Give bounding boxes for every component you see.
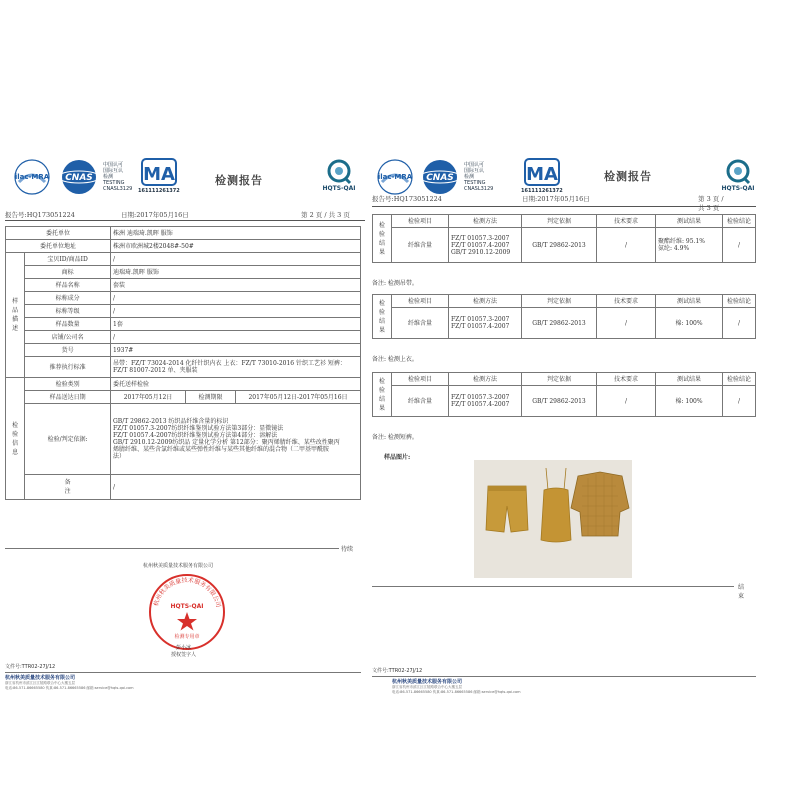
svg-text:检测专用章: 检测专用章	[174, 634, 200, 640]
test-category-label: 检验类别	[25, 378, 111, 391]
address-value: 株洲市欧洲城2楼2048#-50#	[111, 240, 361, 253]
test-methods: FZ/T 01057.3-2007 FZ/T 01057.4-2007	[449, 308, 522, 339]
judgment-basis: GB/T 29862-2013	[522, 386, 597, 417]
test-item: 纤维含量	[392, 228, 449, 263]
footer	[372, 668, 756, 695]
test-item: 纤维含量	[392, 386, 449, 417]
header-item: 检验项目	[392, 215, 449, 228]
header-item: 检验项目	[392, 373, 449, 386]
header-item: 检验项目	[392, 295, 449, 308]
document-number: 文件号:TTR02-27J/12	[372, 668, 423, 674]
result-label: 检 验 结 果	[373, 295, 392, 339]
footer	[5, 664, 361, 691]
sample-date-label: 样品送达日期	[25, 391, 111, 404]
address-label: 委托单位地址	[6, 240, 111, 253]
svg-text:ilac-MRA: ilac-MRA	[377, 173, 413, 181]
test-result: 棉: 100%	[656, 386, 723, 417]
tech-requirement: /	[597, 228, 656, 263]
header-requirement: 技术要求	[597, 215, 656, 228]
sample-row-label: 商标	[25, 266, 111, 279]
sample-photo	[474, 460, 632, 578]
header-conclusion: 检验结论	[723, 295, 756, 308]
header-conclusion: 检验结论	[723, 373, 756, 386]
cnas-caption: 中国认可 国际互认 检测 TESTING CNASL3129	[464, 162, 494, 192]
header-rule	[372, 206, 756, 207]
sample-row-value: 套装	[111, 279, 361, 292]
footer-company: 杭州秋美质量技术服务有限公司	[392, 679, 463, 685]
basis-label: 检验/判定依据:	[25, 404, 111, 475]
sample-row-label: 样品数量	[25, 318, 111, 331]
stamp-company-name: 杭州秋美质量技术服务有限公司	[143, 563, 214, 569]
result-table-2	[372, 294, 756, 339]
end-rule	[372, 586, 734, 587]
test-period-label: 检测期限	[186, 391, 236, 404]
signer-title: 授权签字人	[171, 652, 197, 658]
header-result: 测试结果	[656, 373, 723, 386]
sample-row-label: 标称成分	[25, 292, 111, 305]
exec-std-value: 吊带：FZ/T 73024-2014 化纤针织内衣 上衣：FZ/T 73010-2016 针织工艺衫 短裤：FZ/T 81007-2012 单、夹服装	[111, 357, 361, 378]
header-method: 检测方法	[449, 215, 522, 228]
report-date: 日期:2017年05月16日	[121, 211, 189, 219]
signer-name: 彭小冰	[176, 645, 192, 651]
sample-row-value: /	[111, 305, 361, 318]
sample-row-value: 1套	[111, 318, 361, 331]
test-conclusion: /	[723, 386, 756, 417]
judgment-basis: GB/T 29862-2013	[522, 228, 597, 263]
sample-row-value: /	[111, 292, 361, 305]
result-note-1: 备注: 检测吊带。	[372, 280, 418, 287]
result-table-1	[372, 214, 756, 263]
svg-text:CNAS: CNAS	[65, 173, 93, 183]
report-number: 报告号:HQ173051224	[372, 195, 442, 203]
header-basis: 判定依据	[522, 373, 597, 386]
end-rule	[5, 548, 339, 549]
sample-row-label: 宝贝ID/商品ID	[25, 253, 111, 266]
cma-logo: MA 161111261372	[141, 158, 177, 196]
header-conclusion: 检验结论	[723, 215, 756, 228]
document-number: 文件号:TTR02-27J/12	[5, 664, 56, 670]
end-mark: 结束	[738, 584, 745, 600]
footer-address: 浙江省杭州市滨江区江陵路联合中心大楼五层	[392, 685, 462, 689]
header-requirement: 技术要求	[597, 373, 656, 386]
cma-logo: MA 161111261372	[524, 158, 560, 196]
result-note-2: 备注: 检测上衣。	[372, 356, 418, 363]
svg-text:HQTS-QAI: HQTS-QAI	[170, 603, 204, 610]
footer-address: 浙江省杭州市滨江区江陵路联合中心大楼五层	[5, 681, 75, 685]
header-rule	[5, 220, 365, 221]
hqts-logo	[718, 158, 758, 196]
tech-requirement: /	[597, 386, 656, 417]
svg-text:CNAS: CNAS	[426, 173, 454, 183]
header-result: 测试结果	[656, 295, 723, 308]
report-date: 日期:2017年05月16日	[522, 195, 590, 203]
svg-text:HQTS-QAI: HQTS-QAI	[322, 185, 356, 192]
remark-value: /	[111, 475, 361, 500]
result-note-3: 备注: 检测短裤。	[372, 434, 418, 441]
header-basis: 判定依据	[522, 215, 597, 228]
sample-info-table	[5, 226, 361, 500]
continued-mark: 待续	[341, 546, 354, 553]
sample-row-value: /	[111, 253, 361, 266]
test-item: 纤维含量	[392, 308, 449, 339]
remark-label: 备 注	[25, 475, 111, 500]
test-category-value: 委托送样检验	[111, 378, 361, 391]
sample-photo-label: 样品图片:	[384, 454, 411, 461]
page-number: 第 2 页 / 共 3 页	[301, 211, 350, 219]
basis-text: GB/T 29862-2013 纺织品纤维含量的标识 FZ/T 01057.3-2007纺织纤维鉴别试验方法第3部分：显微镜法 FZ/T 01057.4-2007纺织纤维鉴别试验方法第4部分：溶解法 GB/T 2910.12-2009纺织品 定量化学分析 第12部分：聚丙烯腈纤维、某些改性聚丙 烯腈纤维、某些含氯纤维或某些弹性纤维与某些其他纤维的混合物（二甲基甲酰胺 法）	[111, 404, 361, 475]
result-label: 检 验 结 果	[373, 215, 392, 263]
sample-row-label: 标称等级	[25, 305, 111, 318]
footer-company: 杭州秋美质量技术服务有限公司	[5, 675, 76, 681]
footer-contact: 电话:86-571-86665580 传真:86-571-86665586 邮箱:service@hqts-qai.com	[392, 690, 521, 694]
test-info-label: 检 验 信 息	[6, 378, 25, 500]
judgment-basis: GB/T 29862-2013	[522, 308, 597, 339]
cnas-caption: 中国认可 国际互认 检测 TESTING CNASL3129	[103, 162, 133, 192]
cnas-logo	[418, 158, 462, 196]
svg-text:杭州秋美质量技术服务有限公司: 杭州秋美质量技术服务有限公司	[152, 576, 222, 609]
header-requirement: 技术要求	[597, 295, 656, 308]
report-page-2	[5, 150, 365, 710]
test-result: 聚酯纤维: 95.1% 氨纶: 4.9%	[656, 228, 723, 263]
sample-row-value: /	[111, 331, 361, 344]
svg-text:ilac-MRA: ilac-MRA	[14, 173, 50, 181]
report-title: 检测报告	[604, 170, 652, 183]
result-table-3	[372, 372, 756, 417]
test-methods: FZ/T 01057.3-2007 FZ/T 01057.4-2007 GB/T 2910.12-2009	[449, 228, 522, 263]
ilac-mra-logo	[13, 158, 51, 196]
sample-row-label: 样品名称	[25, 279, 111, 292]
test-methods: FZ/T 01057.3-2007 FZ/T 01057.4-2007	[449, 386, 522, 417]
header-basis: 判定依据	[522, 295, 597, 308]
report-title: 检测报告	[215, 174, 263, 187]
client-label: 委托单位	[6, 227, 111, 240]
test-period-value: 2017年05月12日-2017年05月16日	[236, 391, 361, 404]
header-method: 检测方法	[449, 295, 522, 308]
sample-date-value: 2017年05月12日	[111, 391, 186, 404]
cnas-logo	[57, 158, 101, 196]
result-label: 检 验 结 果	[373, 373, 392, 417]
svg-text:MA: MA	[143, 164, 175, 185]
sample-row-value: 迪瑞琦.凯晖 服饰	[111, 266, 361, 279]
report-number: 报告号:HQ173051224	[5, 211, 75, 219]
page-number: 第 3 页 / 共 3 页	[698, 195, 724, 212]
test-result: 棉: 100%	[656, 308, 723, 339]
report-page-3	[372, 150, 755, 710]
tech-requirement: /	[597, 308, 656, 339]
sample-row-value: 1937#	[111, 344, 361, 357]
logo-bar	[9, 158, 361, 200]
ilac-mra-logo	[376, 158, 414, 196]
sample-row-label: 货号	[25, 344, 111, 357]
header-result: 测试结果	[656, 215, 723, 228]
sample-row-label: 店铺/公司名	[25, 331, 111, 344]
header-method: 检测方法	[449, 373, 522, 386]
svg-text:MA: MA	[526, 164, 558, 185]
client-value: 株洲 迪瑞琦.凯晖 服饰	[111, 227, 361, 240]
hqts-logo	[319, 158, 359, 196]
exec-std-label: 推荐执行标准	[25, 357, 111, 378]
sample-garments-image	[474, 460, 632, 578]
test-conclusion: /	[723, 228, 756, 263]
footer-contact: 电话:86-571-86665580 传真:86-571-86665586 邮箱:service@hqts-qai.com	[5, 686, 134, 690]
svg-text:HQTS-QAI: HQTS-QAI	[721, 185, 755, 192]
test-conclusion: /	[723, 308, 756, 339]
sample-desc-label: 样 品 描 述	[6, 253, 25, 378]
